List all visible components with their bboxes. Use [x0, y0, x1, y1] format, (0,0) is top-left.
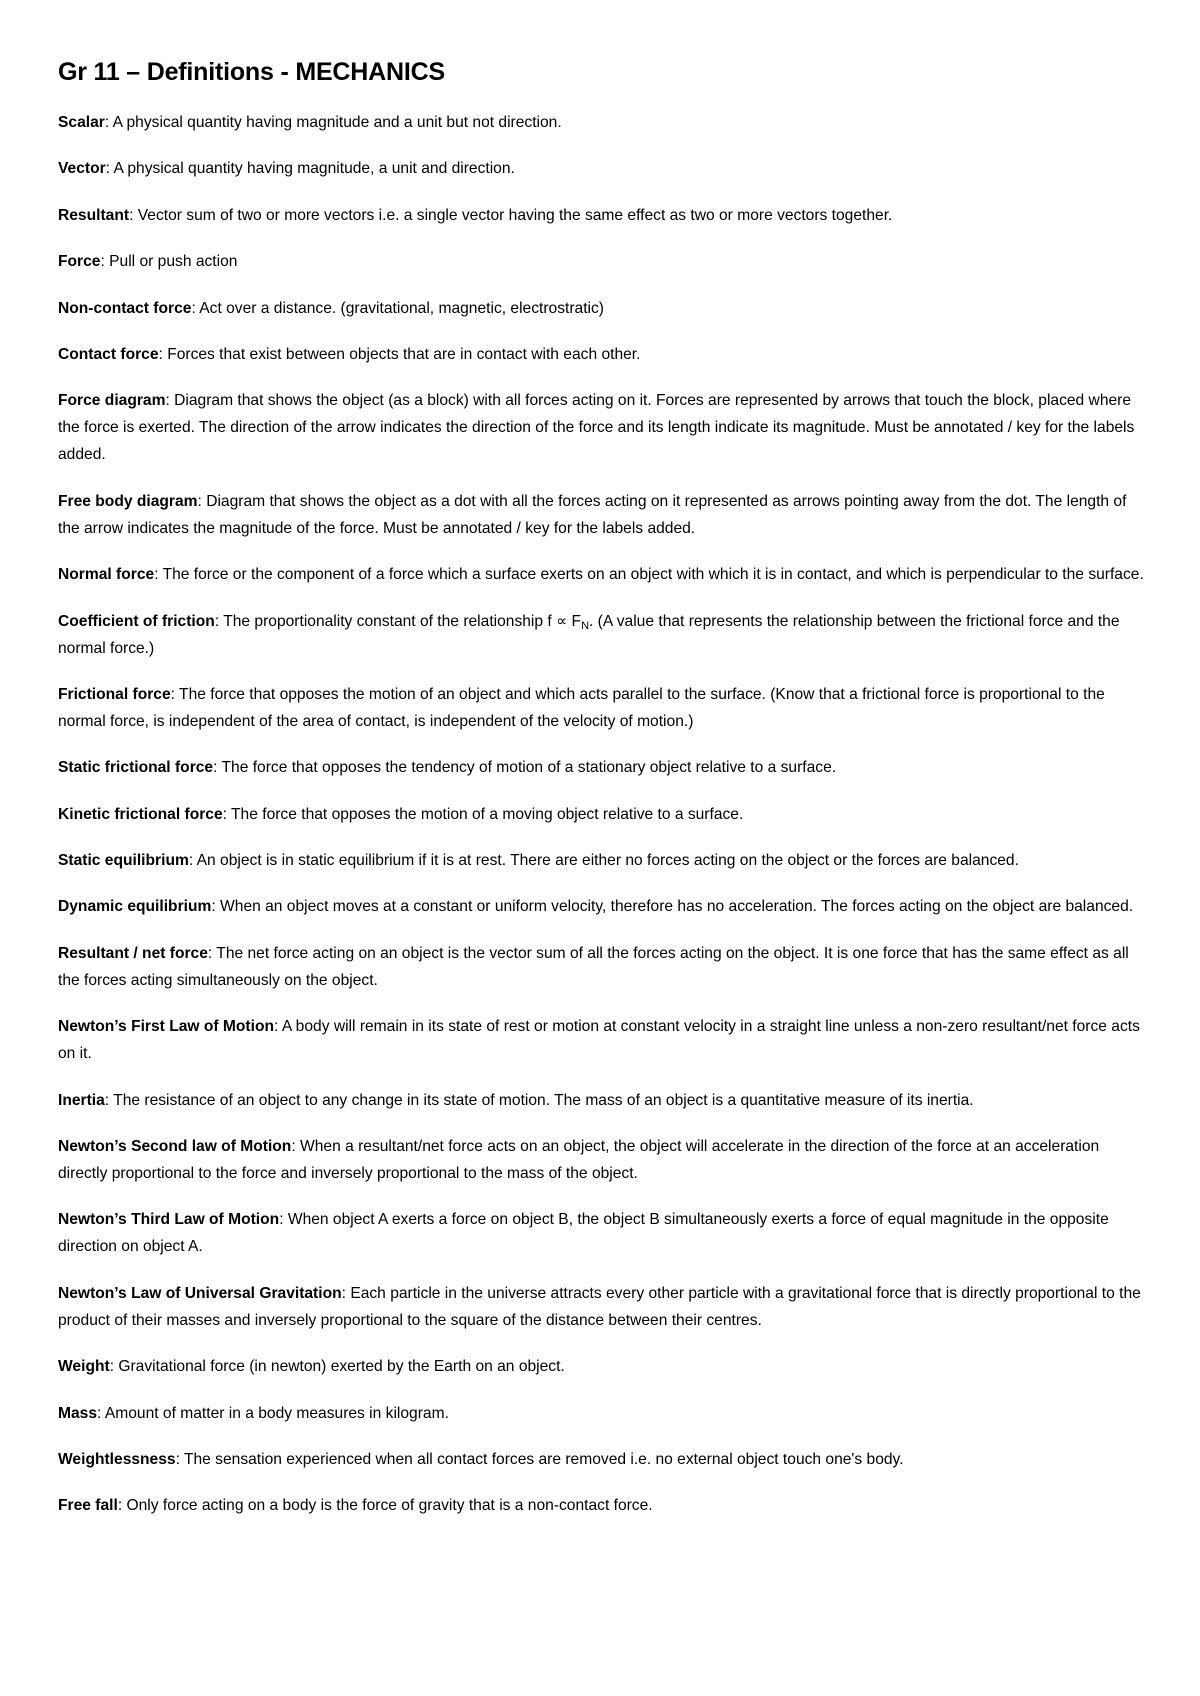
definition-item [58, 561, 1148, 588]
definition-text: The force or the component of a force which a surface exerts on an object with which it is in contact, and which is perpendicular to the surface. [162, 566, 1144, 584]
definition-term: Dynamic equilibrium [58, 898, 212, 916]
definition-text: When an object moves at a constant or uniform velocity, therefore has no acceleration. The forces acting on the object are balanced. [220, 898, 1134, 916]
definition-item [58, 801, 1148, 828]
definition-text: Amount of matter in a body measures in kilogram. [104, 1404, 449, 1422]
definition-text: When object A exerts a force on object B, the object B simultaneously exerts a force of equal magnitude in the opposite direction on object A. [58, 1211, 1109, 1256]
definition-text: The force that opposes the tendency of motion of a stationary object relative to a surface. [221, 759, 837, 777]
definition-item [58, 248, 1148, 275]
definition-item [58, 847, 1148, 874]
definition-item [58, 1446, 1148, 1473]
term-separator: : [105, 160, 114, 178]
definition-text: Pull or push action [109, 253, 238, 271]
definition-text: The resistance of an object to any change in its state of motion. The mass of an object is a quantitative measure of its inertia. [113, 1091, 974, 1109]
term-separator: : [117, 1497, 127, 1515]
definition-item [58, 1087, 1148, 1114]
definition-term: Static equilibrium [58, 852, 189, 870]
definition-text: The force that opposes the motion of a moving object relative to a surface. [231, 805, 744, 823]
term-separator: : [222, 805, 232, 823]
definition-term: Normal force [58, 566, 155, 584]
definition-term: Weight [58, 1358, 110, 1376]
term-separator: : [274, 1018, 282, 1036]
definition-text: Each particle in the universe attracts every other particle with a gravitational force that is directly proportional to the product of their masses and inversely proportional to the square of the distance between their centres. [58, 1284, 1141, 1329]
definition-term: Newton’s Third Law of Motion [58, 1211, 280, 1229]
definition-text: When a resultant/net force acts on an object, the object will accelerate in the direction of the force at an acceleration directly proportional to the force and inversely proportional to the mass of the object. [58, 1138, 1100, 1183]
term-separator: : [214, 612, 224, 630]
definition-term: Inertia [58, 1091, 105, 1109]
term-separator: : [104, 114, 113, 131]
definition-term: Frictional force [58, 685, 171, 703]
definition-term: Resultant / net force [58, 944, 208, 962]
definition-term: Free fall [58, 1497, 118, 1515]
term-separator: : [188, 852, 197, 870]
term-separator: : [191, 299, 200, 317]
term-separator: : [154, 566, 163, 584]
term-separator: : [158, 345, 168, 363]
definition-text: An object is in static equilibrium if it is at rest. There are either no forces acting on the object or the forces are balanced. [196, 852, 1019, 870]
term-separator: : [100, 253, 110, 271]
definition-term: Non-contact force [58, 299, 192, 317]
definition-item [58, 1492, 1148, 1519]
definition-text: . (A value that represents the relationship between the frictional force and the normal force.) [58, 612, 1120, 657]
definition-item [58, 1400, 1148, 1427]
definition-item [58, 155, 1148, 182]
term-separator: : [341, 1284, 351, 1302]
definition-item [58, 202, 1148, 229]
term-separator: : [213, 759, 222, 777]
definition-item [58, 387, 1148, 468]
definition-text: A physical quantity having magnitude, a unit and direction. [113, 160, 515, 178]
definition-text: Only force acting on a body is the force of gravity that is a non-contact force. [126, 1497, 653, 1515]
term-separator: : [291, 1138, 300, 1156]
definition-item [58, 608, 1148, 662]
definition-text: Vector sum of two or more vectors i.e. a single vector having the same effect as two or more vectors together. [137, 206, 893, 224]
definition-term: Vector [58, 160, 106, 178]
definition-text: The force that opposes the motion of an object and which acts parallel to the surface. (Know that a frictional force is proportional to the normal force, is independent of the area of contact, is independent of the velocity of motion.) [58, 685, 1105, 730]
definition-text: A physical quantity having magnitude and a unit but not direction. [112, 114, 562, 131]
definition-text: A body will remain in its state of rest or motion at constant velocity in a straight line unless a non-zero resultant/net force acts on it. [58, 1018, 1140, 1063]
definition-text: Act over a distance. (gravitational, magnetic, electrostratic) [199, 299, 604, 317]
term-separator: : [279, 1211, 288, 1229]
definition-item [58, 488, 1148, 542]
definition-term: Mass [58, 1404, 98, 1422]
definition-item [58, 940, 1148, 994]
definition-text: Diagram that shows the object (as a block) with all forces acting on it. Forces are represented by arrows that touch the block, placed where the force is exerted. The direction of the arrow indicates the direction of the force and its length indicate its magnitude. Must be annotated / key for the labels added. [58, 392, 1135, 464]
definition-text: The net force acting on an object is the vector sum of all the forces acting on the object. It is one force that has the same effect as all the forces acting simultaneously on the object. [58, 944, 1129, 989]
definition-term: Kinetic frictional force [58, 805, 223, 823]
definition-term: Contact force [58, 345, 159, 363]
definition-term: Force [58, 253, 101, 271]
page-title: Gr 11 – Definitions - MECHANICS [58, 58, 445, 86]
term-separator: : [109, 1358, 119, 1376]
definition-text: Forces that exist between objects that are in contact with each other. [167, 345, 641, 363]
definition-term: Free body diagram [58, 492, 198, 510]
document-page [58, 58, 1148, 1539]
definition-item [58, 295, 1148, 322]
definition-text: The sensation experienced when all contact forces are removed i.e. no external object touch one's body. [183, 1450, 904, 1468]
definition-term: Force diagram [58, 392, 166, 410]
definition-text: Gravitational force (in newton) exerted by the Earth on an object. [118, 1358, 565, 1376]
definition-item [58, 1013, 1148, 1067]
definition-item [58, 754, 1148, 781]
definition-term: Newton’s Second law of Motion [58, 1138, 292, 1156]
definition-item [58, 1206, 1148, 1260]
definition-term: Static frictional force [58, 759, 214, 777]
term-separator: : [129, 206, 138, 224]
term-separator: : [97, 1404, 105, 1422]
definition-item [58, 1353, 1148, 1380]
definition-item [58, 109, 1148, 136]
definition-term: Weightlessness [58, 1450, 176, 1468]
term-separator: : [207, 944, 217, 962]
definitions-list [58, 109, 1148, 1539]
definition-term: Scalar [58, 114, 105, 131]
definition-item [58, 341, 1148, 368]
term-separator: : [104, 1091, 114, 1109]
term-separator: : [170, 685, 180, 703]
definition-text: Diagram that shows the object as a dot with all the forces acting on it represented as arrows pointing away from the dot. The length of the arrow indicates the magnitude of the force. Must be annotated / key for the labels added. [58, 492, 1127, 537]
definition-text: The proportionality constant of the relationship f ∝ F [223, 612, 582, 630]
definition-item [58, 681, 1148, 735]
definition-item [58, 893, 1148, 920]
definition-term: Coefficient of friction [58, 612, 215, 630]
term-separator: : [197, 492, 207, 510]
definition-item [58, 1280, 1148, 1334]
term-separator: : [211, 898, 221, 916]
term-separator: : [165, 392, 175, 410]
term-separator: : [175, 1450, 184, 1468]
definition-item [58, 1133, 1148, 1187]
definition-term: Newton’s First Law of Motion [58, 1018, 274, 1036]
definition-term: Newton’s Law of Universal Gravitation [58, 1284, 342, 1302]
definition-term: Resultant [58, 206, 130, 224]
subscript: N [581, 619, 590, 632]
